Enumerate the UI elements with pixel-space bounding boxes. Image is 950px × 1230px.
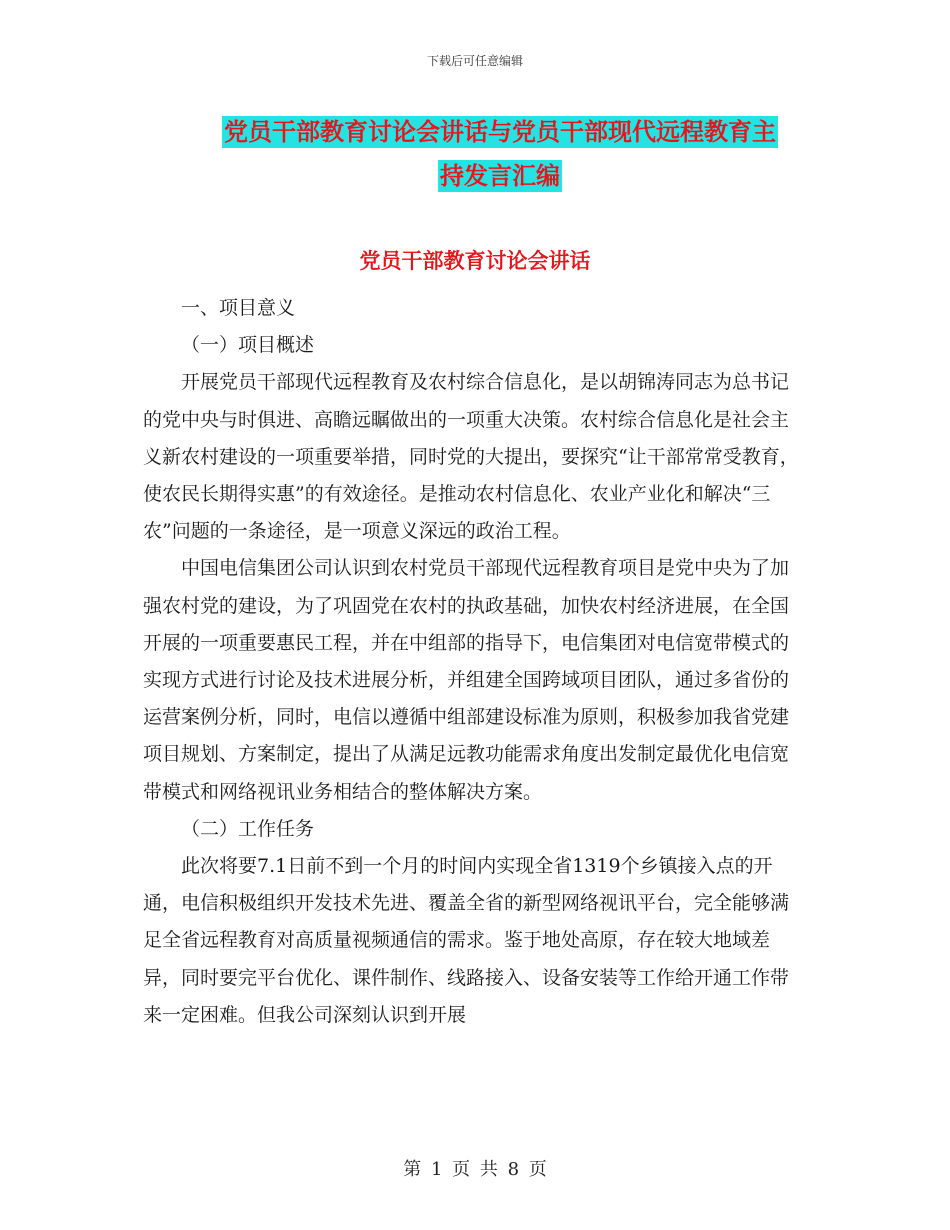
heading-tasks: （二）工作任务 xyxy=(181,817,315,840)
document-body xyxy=(143,290,803,1034)
page-footer: 第 1 页 共 8 页 xyxy=(403,1159,547,1180)
document-title xyxy=(150,110,850,198)
paragraph-3: 此次将要7.1日前不到一个月的时间内实现全省1319个乡镇接入点的开通，电信积极组织开发技术先进、覆盖全省的新型网络视讯平台，完全能够满足全省远程教育对高质量视频通信的需求。鉴于地处高原，存在较大地域差异，同时要完平台优化、课件制作、线路接入、设备安装等工作给开通工作带来一定困难。但我公司深刻认识到开展 xyxy=(143,855,790,1026)
paragraph-1: 开展党员干部现代远程教育及农村综合信息化，是以胡锦涛同志为总书记的党中央与时俱进、高瞻远瞩做出的一项重大决策。农村综合信息化是社会主义新农村建设的一项重要举措，同时党的大提出，要探究“让干部常常受教育，使农民长期得实惠”的有效途径。是推动农村信息化、农业产业化和解决“三农”问题的一条途径，是一项意义深远的政治工程。 xyxy=(143,371,799,543)
document-title-line-2: 持发言汇编 xyxy=(440,162,560,190)
page-header-note: 下载后可任意编辑 xyxy=(426,54,523,68)
section-title: 党员干部教育讨论会讲话 xyxy=(359,249,591,273)
heading-overview: （一）项目概述 xyxy=(181,334,315,357)
document-title-line-1: 党员干部教育讨论会讲话与党员干部现代远程教育主 xyxy=(224,118,776,146)
heading-level-1: 一、项目意义 xyxy=(181,297,296,319)
paragraph-2: 中国电信集团公司认识到农村党员干部现代远程教育项目是党中央为了加强农村党的建设，为了巩固党在农村的执政基础，加快农村经济进展，在全国开展的一项重要惠民工程，并在中组部的指导下，电信集团对电信宽带模式的实现方式进行讨论及技术进展分析，并组建全国跨域项目团队，通过多省份的运营案例分析，同时，电信以遵循中组部建设标准为原则，积极参加我省党建项目规划、方案制定，提出了从满足远教功能需求角度出发制定最优化电信宽带模式和网络视讯业务相结合的整体解决方案。 xyxy=(143,557,790,803)
